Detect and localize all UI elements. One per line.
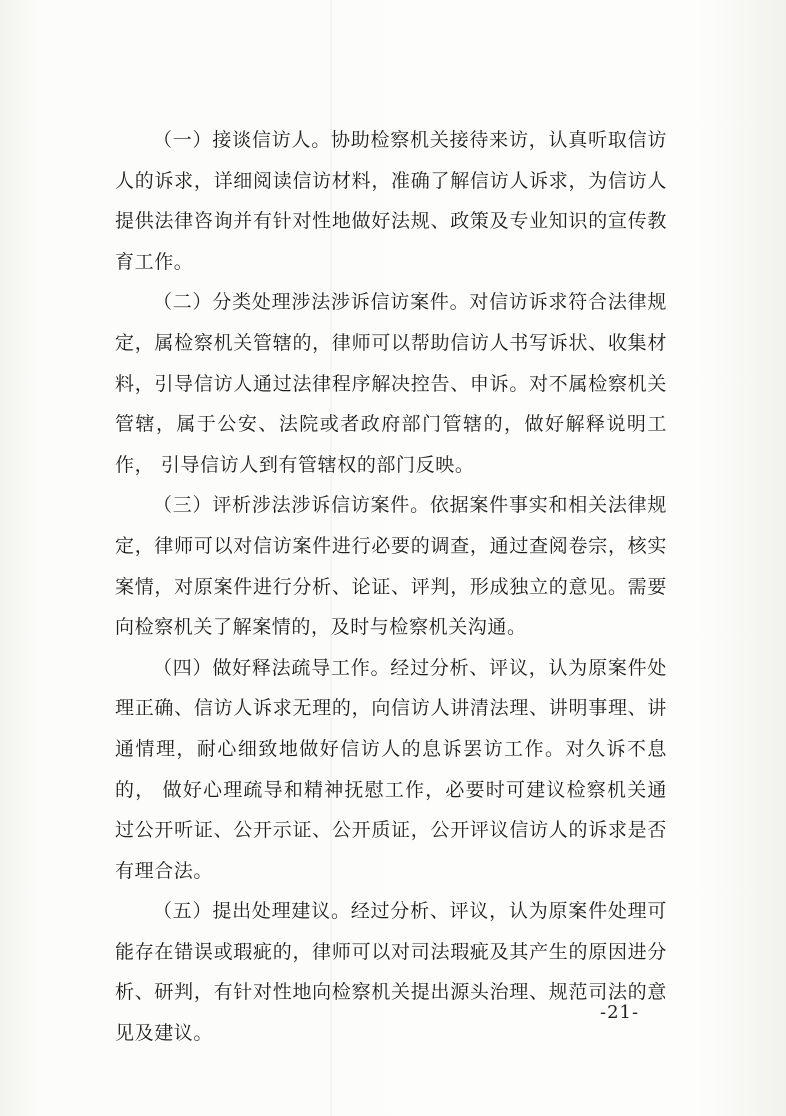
page-number: -21- [600, 1002, 640, 1023]
paragraph-5: （五）提出处理建议。经过分析、评议，认为原案件处理可能存在错误或瑕疵的，律师可以对司法瑕疵及其产生的原因进分析、研判，有针对性地向检察机关提出源头治理、规范司法的意见及建议。 [115, 900, 667, 1045]
paragraph-4: （四）做好释法疏导工作。经过分析、评议，认为原案件处理正确、信访人诉求无理的，向信访人讲清法理、讲明事理、讲通情理，耐心细致地做好信访人的息诉罢访工作。对久诉不息的， 做好心理疏导和精神抚慰工作，必要时可建议检察机关通过公开听证、公开示证、公开质证，公开评议信访人的诉求是否有理合法。 [115, 656, 667, 882]
paragraph-1: （一）接谈信访人。协助检察机关接待来访，认真听取信访人的诉求，详细阅读信访材料，准确了解信访人诉求，为信访人提供法律咨询并有针对性地做好法规、政策及专业知识的宣传教育工作。 [115, 129, 667, 273]
paragraph-2: （二）分类处理涉法涉诉信访案件。对信访诉求符合法律规定，属检察机关管辖的，律师可以帮助信访人书写诉状、收集材料，引导信访人通过法律程序解决控告、申诉。对不属检察机关管辖，属于公安、法院或者政府部门管辖的，做好解释说明工作， 引导信访人到有管辖权的部门反映。 [115, 291, 667, 476]
document-body [115, 120, 667, 1054]
paragraph-3: （三）评析涉法涉诉信访案件。依据案件事实和相关法律规定，律师可以对信访案件进行必要的调查，通过查阅卷宗，核实案情，对原案件进行分析、论证、评判，形成独立的意见。需要向检察机关了解案情的，及时与检察机关沟通。 [115, 494, 667, 639]
